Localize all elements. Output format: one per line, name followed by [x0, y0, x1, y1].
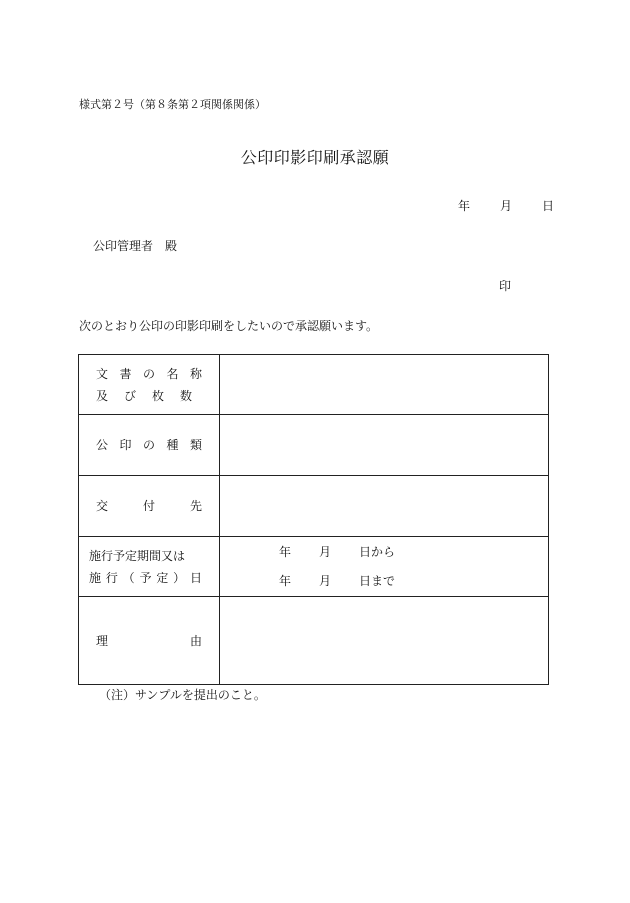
period-to: 年 月 日まで: [279, 573, 396, 588]
date-day: 日: [542, 199, 555, 213]
label-document-name: [79, 355, 220, 415]
table-row-recipient: [79, 476, 549, 537]
value-document-name[interactable]: [220, 355, 549, 415]
label-recipient: 交 付 先: [79, 476, 220, 537]
application-date: [458, 197, 554, 214]
table-row-document-name: [79, 355, 549, 415]
table-row-period: [79, 537, 549, 597]
document-title: 公印印影印刷承認願: [240, 148, 390, 167]
table-row-seal-type: [79, 415, 549, 476]
label-seal-type: 公 印 の 種 類: [79, 415, 220, 476]
application-form-table: [78, 354, 549, 685]
label-period-line2: 施 行 （ 予 定 ） 日: [89, 570, 202, 585]
date-month: 月: [500, 199, 513, 213]
request-statement: 次のとおり公印の印影印刷をしたいので承認願います。: [79, 319, 379, 333]
value-recipient[interactable]: [220, 476, 549, 537]
label-document-name-line2: 及 び 枚 数: [96, 388, 192, 403]
table-row-reason: [79, 597, 549, 685]
value-seal-type[interactable]: [220, 415, 549, 476]
value-period[interactable]: [220, 537, 549, 597]
label-period-line1: 施行予定期間又は: [89, 548, 186, 563]
addressee: 公印管理者 殿: [93, 239, 178, 253]
seal-mark: 印: [499, 279, 512, 293]
value-reason[interactable]: [220, 597, 549, 685]
label-document-name-line1: 文 書 の 名 称: [96, 366, 202, 381]
date-year: 年: [458, 199, 471, 213]
period-from: 年 月 日から: [279, 544, 396, 559]
label-period: [79, 537, 220, 597]
form-number: 様式第２号（第８条第２項関係関係）: [79, 98, 266, 111]
label-reason: 理 由: [79, 597, 220, 685]
footnote: （注）サンプルを提出のこと。: [99, 688, 266, 702]
